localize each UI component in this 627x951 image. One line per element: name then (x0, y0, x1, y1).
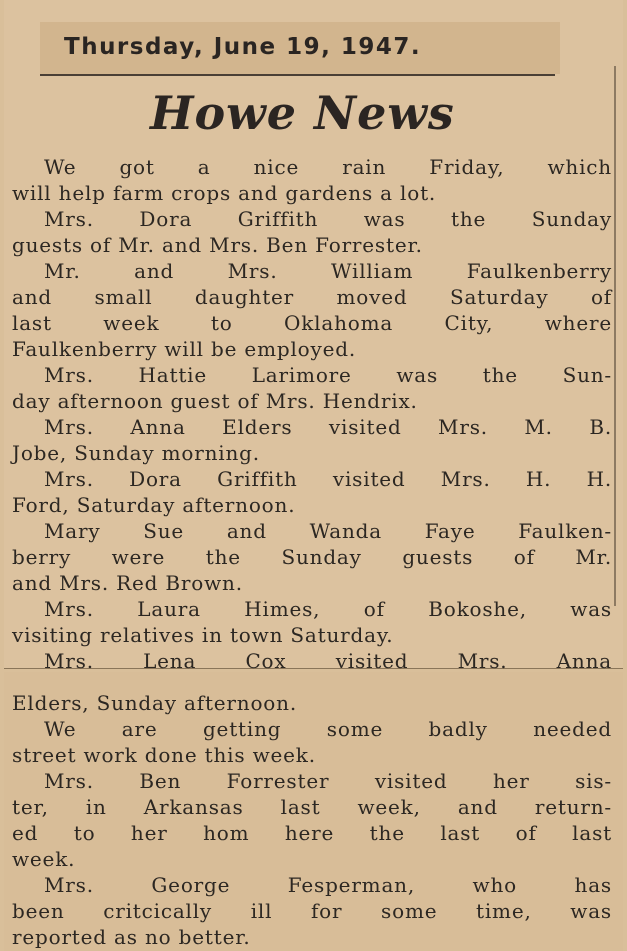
article-line: Mrs. George Fesperman, who has (44, 873, 612, 897)
article-line: Mrs. Laura Himes, of Bokoshe, was (44, 597, 612, 621)
article-line: Mr. and Mrs. William Faulkenberry (44, 259, 612, 283)
article-line: Ford, Saturday afternoon. (12, 493, 296, 517)
article-line: and Mrs. Red Brown. (12, 571, 243, 595)
article-line: Mrs. Dora Griffith was the Sunday (44, 207, 612, 231)
article-body-lower (12, 690, 612, 950)
article-line: Mrs. Ben Forrester visited her sis- (44, 769, 612, 793)
article-line: Mrs. Hattie Larimore was the Sun- (44, 363, 612, 387)
article-line: We are getting some badly needed (44, 717, 612, 741)
article-line: Jobe, Sunday morning. (12, 441, 260, 465)
article-line: been critcically ill for some time, was (12, 899, 612, 923)
article-line: We got a nice rain Friday, which (44, 155, 612, 179)
article-line: street work done this week. (12, 743, 316, 767)
article-line: will help farm crops and gardens a lot. (12, 181, 437, 205)
column-rule (614, 66, 616, 606)
article-line: and small daughter moved Saturday of (12, 285, 612, 309)
article-line: reported as no better. (12, 925, 251, 949)
article-line: last week to Oklahoma City, where (12, 311, 612, 335)
article-line: visiting relatives in town Saturday. (12, 623, 394, 647)
article-line: ter, in Arkansas last week, and return- (12, 795, 612, 819)
article-line: berry were the Sunday guests of Mr. (12, 545, 612, 569)
article-line: ed to her hom here the last of last (12, 821, 612, 845)
article-line: Mrs. Anna Elders visited Mrs. M. B. (44, 415, 612, 439)
headline: Howe News (150, 86, 455, 140)
article-line: Faulkenberry will be employed. (12, 337, 356, 361)
article-line: day afternoon guest of Mrs. Hendrix. (12, 389, 418, 413)
top-rule (40, 74, 555, 76)
article-line: Mary Sue and Wanda Faye Faulken- (44, 519, 612, 543)
dateline: Thursday, June 19, 1947. (64, 34, 422, 60)
article-line: Mrs. Lena Cox visited Mrs. Anna (44, 649, 612, 673)
article-body-upper (12, 154, 612, 674)
article-line: Elders, Sunday afternoon. (12, 691, 297, 715)
article-line: guests of Mr. and Mrs. Ben Forrester. (12, 233, 423, 257)
article-line: week. (12, 847, 76, 871)
article-line: Mrs. Dora Griffith visited Mrs. H. H. (44, 467, 612, 491)
